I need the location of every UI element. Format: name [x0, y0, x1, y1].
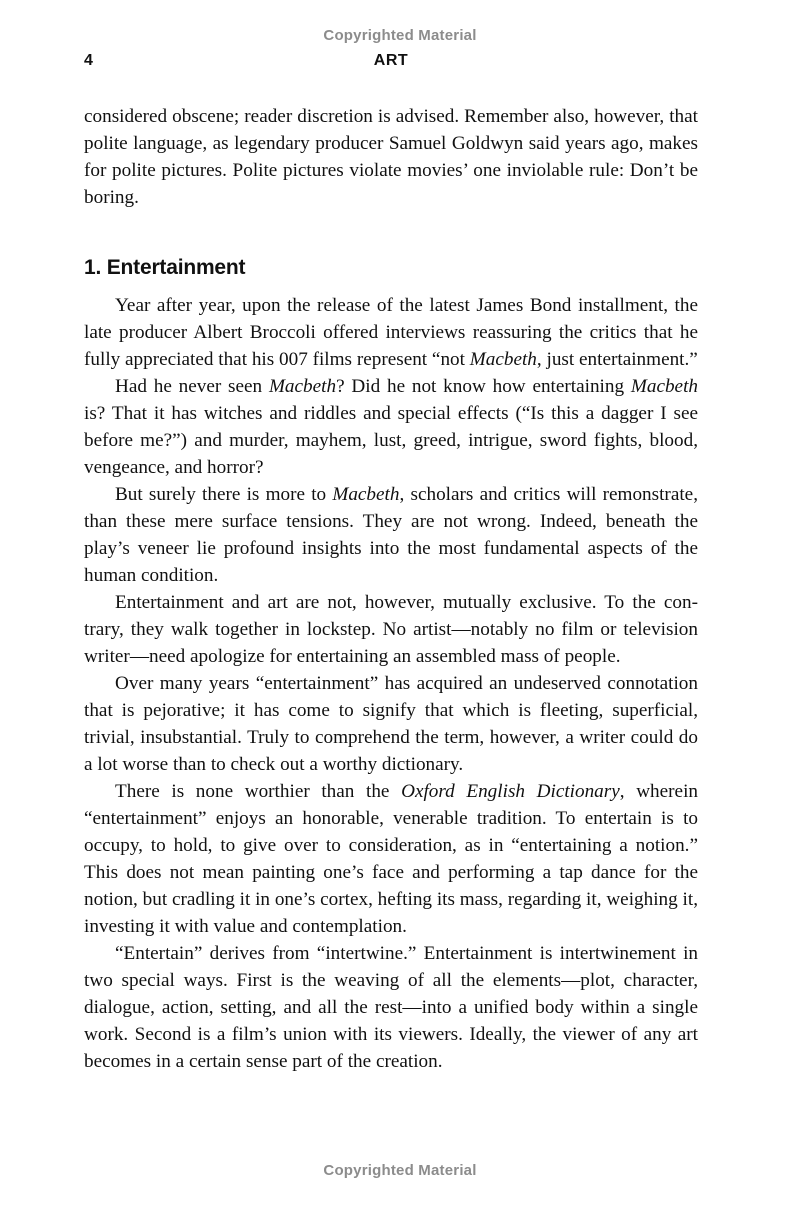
- body-paragraph-1: [84, 292, 698, 373]
- paragraph-text: ? Did he not know how entertaining: [336, 376, 631, 397]
- body-paragraph-7: [84, 940, 698, 1075]
- paragraph-text: is? That it has witches and riddles and special effects (“Is this a dagger I see before me?”) and murder, mayhem, lust, greed, intrigue, sword fights, blood, vengeance, and horror?: [84, 403, 698, 478]
- body-paragraph-0: [84, 103, 698, 211]
- section-heading: 1. Entertainment: [84, 256, 246, 279]
- page-number: 4: [84, 52, 93, 69]
- body-paragraph-4: [84, 589, 698, 670]
- italic-title: Oxford English Dictionary: [401, 781, 620, 802]
- copyright-watermark-bottom: Copyrighted Material: [323, 1162, 477, 1179]
- paragraph-text: , just entertainment.”: [536, 349, 698, 370]
- italic-title: Macbeth: [630, 376, 699, 397]
- paragraph-text: “Entertain” derives from “intertwine.” Entertainment is intertwinement in two special ways. First is the weaving of all the elements—plot, character, dialogue, action, setting, and all the rest—into a unified body within a single work. Second is a film’s union with its viewers. Ideally, the viewer of any art becomes in a certain sense part of the creation.: [84, 943, 698, 1072]
- paragraph-text: , scholars and critics will remonstrate, than these mere surface tensions. They are not wrong. Indeed, beneath the play’s veneer lie profound insights into the most fundamental aspects of the human condition.: [84, 484, 698, 586]
- italic-title: Macbeth: [469, 349, 537, 370]
- paragraph-text: But surely there is more to: [115, 484, 333, 505]
- paragraph-text: Entertainment and art are not, however, mutually exclusive. To the contrary, they walk together in lockstep. No artist—notably no film or television writer—need apologize for entertaining an assembled mass of people.: [84, 592, 698, 667]
- body-paragraph-3: [84, 481, 698, 589]
- body-paragraph-6: [84, 778, 698, 940]
- page-body: [84, 103, 698, 1075]
- body-paragraph-5: [84, 670, 698, 778]
- running-header: [84, 52, 698, 74]
- paragraph-text: There is none worthier than the: [115, 781, 402, 802]
- paragraph-text: Had he never seen: [115, 376, 269, 397]
- italic-title: Macbeth: [268, 376, 337, 397]
- copyright-watermark-top: Copyrighted Material: [323, 27, 477, 44]
- paragraph-text: , wherein “entertainment” enjoys an honorable, venerable tradition. To entertain is to occupy, to hold, to give over to consideration, as in “entertaining a notion.” This does not mean painting one’s face and performing a tap dance for the notion, but cradling it in one’s cortex, hefting its mass, regarding it, weighing it, investing it with value and contemplation.: [84, 781, 698, 937]
- paragraph-text: considered obscene; reader discretion is advised. Remember also, however, that polite language, as legendary producer Samuel Goldwyn said years ago, makes for polite pictures. Polite pictures violate movies’ one inviolable rule: Don’t be boring.: [84, 106, 698, 208]
- paragraph-text: Over many years “entertainment” has acquired an undeserved connotation that is pejorative; it has come to signify that which is fleeting, superficial, trivial, insubstantial. Truly to comprehend the term, however, a writer could do a lot worse than to check out a worthy dictionary.: [84, 673, 698, 775]
- paragraph-text: Year after year, upon the release of the latest James Bond installment, the late producer Albert Broccoli offered interviews reassuring the critics that he fully appreciated that his 007 films represent “not: [84, 295, 698, 370]
- running-title: ART: [373, 52, 409, 69]
- body-paragraph-2: [84, 373, 698, 481]
- italic-title: Macbeth: [332, 484, 400, 505]
